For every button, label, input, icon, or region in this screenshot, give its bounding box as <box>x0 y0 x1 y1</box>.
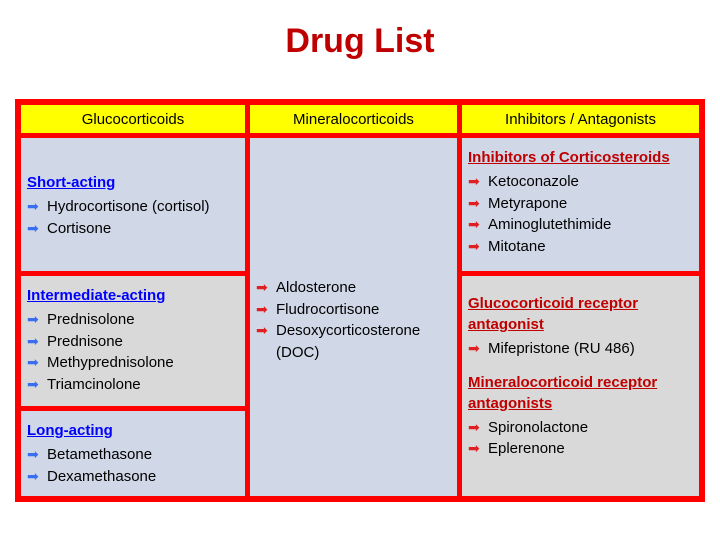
drug-name: Triamcinolone <box>47 375 141 393</box>
cell-receptor-antagonists <box>462 276 699 496</box>
long-acting-title: Long-acting <box>27 422 113 439</box>
drug-item <box>468 236 693 258</box>
intermediate-acting-list <box>27 309 245 395</box>
drug-name: Fludrocortisone <box>276 300 380 318</box>
arrow-icon: ➡ <box>27 446 39 462</box>
cell-mineralocorticoids <box>250 138 457 496</box>
cell-short-acting <box>21 138 245 271</box>
arrow-icon: ➡ <box>468 440 480 456</box>
mc-receptor-antagonists-list <box>468 417 693 460</box>
drug-item <box>256 277 451 299</box>
header-glucocorticoids: Glucocorticoids <box>21 105 245 133</box>
drug-item <box>468 214 693 236</box>
drug-name: Betamethasone <box>47 446 153 463</box>
drug-name: Prednisolone <box>47 311 135 328</box>
gc-receptor-antagonist-title: Glucocorticoid receptor antagonist <box>468 295 639 333</box>
drug-table <box>15 99 705 502</box>
inhibitors-corticosteroids-list <box>468 171 693 257</box>
cell-intermediate-acting <box>21 276 245 406</box>
arrow-icon: ➡ <box>27 311 39 327</box>
drug-name: Desoxycorticosterone (DOC) <box>276 322 421 361</box>
drug-name: Mifepristone (RU 486) <box>488 340 635 357</box>
drug-name: Prednisone <box>47 332 123 350</box>
drug-name: Methyprednisolone <box>47 354 174 371</box>
drug-name: Aminoglutethimide <box>488 216 612 233</box>
arrow-icon: ➡ <box>27 198 39 214</box>
drug-name: Aldosterone <box>276 279 357 296</box>
drug-item <box>468 171 693 193</box>
arrow-icon: ➡ <box>27 354 39 370</box>
drug-item <box>27 309 245 331</box>
cell-long-acting <box>21 411 245 496</box>
drug-name: Hydrocortisone (cortisol) <box>47 198 210 215</box>
drug-item <box>256 299 451 321</box>
arrow-icon: ➡ <box>468 237 480 254</box>
drug-item <box>468 193 693 215</box>
drug-item <box>27 352 245 374</box>
drug-name: Mitotane <box>488 237 546 255</box>
arrow-icon: ➡ <box>27 467 39 484</box>
arrow-icon: ➡ <box>256 300 268 317</box>
drug-name: Dexamethasone <box>47 467 157 485</box>
header-inhibitors: Inhibitors / Antagonists <box>462 105 699 133</box>
drug-name: Spironolactone <box>488 418 589 436</box>
long-acting-list <box>27 444 245 487</box>
cell-inhibitors-corticosteroids <box>462 138 699 271</box>
inhibitors-corticosteroids-title: Inhibitors of Corticosteroids <box>468 149 670 166</box>
header-mineralocorticoids: Mineralocorticoids <box>250 105 457 133</box>
arrow-icon: ➡ <box>468 216 480 232</box>
drug-item <box>27 218 245 240</box>
drug-item <box>27 374 245 396</box>
drug-item <box>468 417 693 439</box>
gc-receptor-antagonist-list <box>468 338 693 360</box>
drug-item <box>27 196 245 218</box>
drug-name: Ketoconazole <box>488 173 579 190</box>
mineralocorticoids-list <box>256 277 451 363</box>
arrow-icon: ➡ <box>468 194 480 211</box>
drug-item <box>27 331 245 353</box>
arrow-icon: ➡ <box>27 332 39 349</box>
drug-name: Eplerenone <box>488 440 565 457</box>
mc-receptor-antagonists-title: Mineralocorticoid receptor antagonists <box>468 373 658 412</box>
arrow-icon: ➡ <box>468 418 480 435</box>
arrow-icon: ➡ <box>256 322 268 338</box>
drug-item <box>27 466 245 488</box>
drug-item <box>468 338 693 360</box>
slide-title: Drug List <box>285 22 435 60</box>
drug-item <box>256 320 451 363</box>
drug-name: Metyrapone <box>488 194 568 212</box>
arrow-icon: ➡ <box>468 173 480 189</box>
drug-item <box>468 438 693 460</box>
arrow-icon: ➡ <box>256 279 268 295</box>
arrow-icon: ➡ <box>27 219 39 236</box>
arrow-icon: ➡ <box>468 340 480 356</box>
arrow-icon: ➡ <box>27 375 39 392</box>
intermediate-acting-title: Intermediate-acting <box>27 287 166 304</box>
short-acting-title: Short-acting <box>27 174 116 191</box>
drug-item <box>27 444 245 466</box>
short-acting-list <box>27 196 245 239</box>
drug-name: Cortisone <box>47 219 112 237</box>
